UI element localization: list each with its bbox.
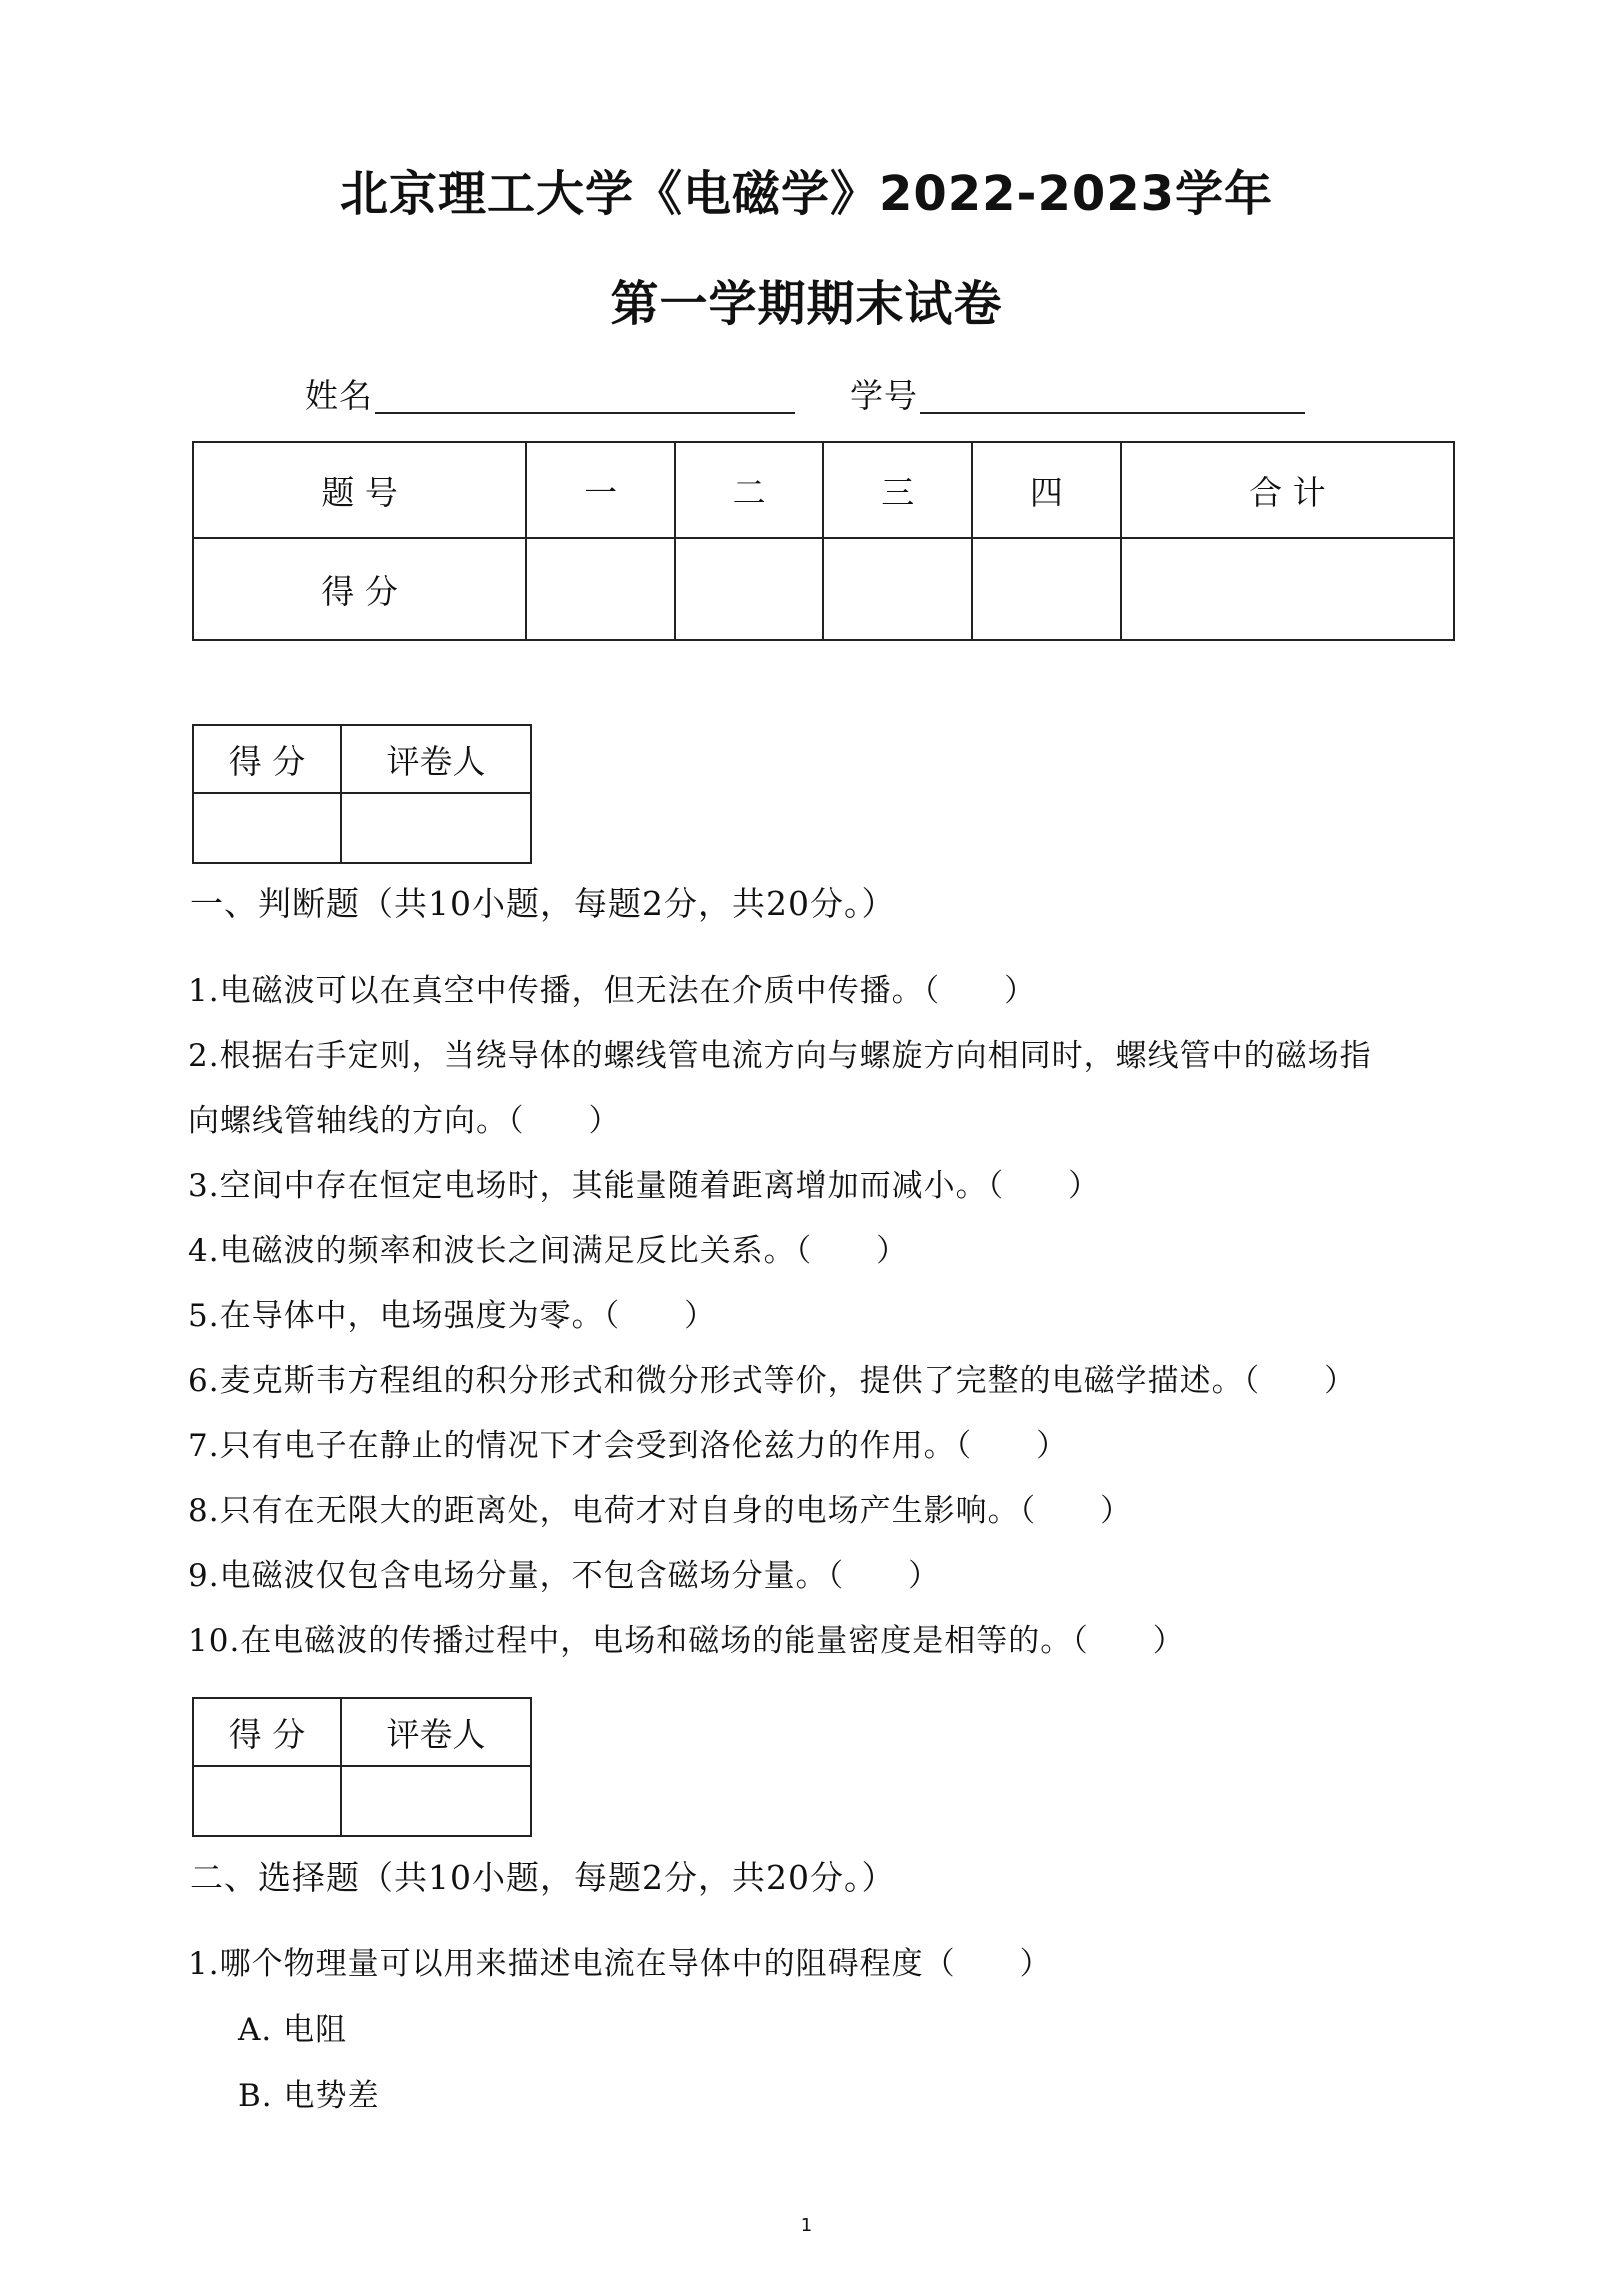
choice-option-a[interactable]: A. 电阻: [238, 2012, 348, 2048]
student-id-field[interactable]: [920, 412, 1305, 414]
score-cell[interactable]: [1121, 538, 1454, 640]
question-item: 5.在导体中，电场强度为零。（ ）: [188, 1298, 717, 1334]
score-table: [192, 441, 1455, 641]
question-item: 8.只有在无限大的距离处，电荷才对自身的电场产生影响。（ ）: [188, 1493, 1133, 1529]
exam-title-line1: 北京理工大学《电磁学》2022-2023学年: [339, 166, 1274, 222]
score-table-header-cell: 题 号: [193, 442, 526, 538]
grader-name-cell[interactable]: [341, 1766, 531, 1836]
score-table-header-cell: 三: [823, 442, 972, 538]
question-item: 1.电磁波可以在真空中传播，但无法在介质中传播。（ ）: [188, 973, 1037, 1009]
exam-title-line2: 第一学期期末试卷: [610, 276, 1003, 332]
name-field[interactable]: [375, 412, 795, 414]
grader-label: 评卷人: [341, 1698, 531, 1766]
score-cell[interactable]: [526, 538, 675, 640]
question-item-continued: 向螺线管轴线的方向。（ ）: [188, 1103, 621, 1139]
question-item: 4.电磁波的频率和波长之间满足反比关系。（ ）: [188, 1233, 909, 1269]
grader-name-cell[interactable]: [341, 793, 531, 863]
question-item: 7.只有电子在静止的情况下才会受到洛伦兹力的作用。（ ）: [188, 1428, 1069, 1464]
grader-box-2: [192, 1697, 532, 1837]
section2-heading: 二、选择题（共10小题，每题2分，共20分。）: [190, 1858, 896, 1897]
grader-score-label: 得 分: [193, 725, 341, 793]
score-table-header-cell: 四: [972, 442, 1121, 538]
question-item: 10.在电磁波的传播过程中，电场和磁场的能量密度是相等的。（ ）: [188, 1623, 1185, 1659]
question-item: 6.麦克斯韦方程组的积分形式和微分形式等价，提供了完整的电磁学描述。（ ）: [188, 1363, 1357, 1399]
score-cell[interactable]: [675, 538, 824, 640]
score-row-label: 得 分: [193, 538, 526, 640]
page-number: 1: [800, 2215, 813, 2236]
name-label: 姓名: [305, 376, 373, 415]
grader-label: 评卷人: [341, 725, 531, 793]
grader-score-label: 得 分: [193, 1698, 341, 1766]
grader-score-cell[interactable]: [193, 1766, 341, 1836]
score-table-header-cell: 一: [526, 442, 675, 538]
score-table-header-cell: 二: [675, 442, 824, 538]
score-table-header-cell: 合 计: [1121, 442, 1454, 538]
grader-box-1: [192, 724, 532, 864]
choice-option-b[interactable]: B. 电势差: [238, 2078, 380, 2114]
grader-score-cell[interactable]: [193, 793, 341, 863]
score-cell[interactable]: [972, 538, 1121, 640]
student-id-label: 学号: [850, 376, 918, 415]
question-item: 9.电磁波仅包含电场分量，不包含磁场分量。（ ）: [188, 1558, 941, 1594]
question-item: 3.空间中存在恒定电场时，其能量随着距离增加而减小。（ ）: [188, 1168, 1101, 1204]
section1-heading: 一、判断题（共10小题，每题2分，共20分。）: [190, 884, 896, 923]
question-item: 2.根据右手定则，当绕导体的螺线管电流方向与螺旋方向相同时，螺线管中的磁场指: [188, 1038, 1372, 1074]
question-item: 1.哪个物理量可以用来描述电流在导体中的阻碍程度（ ）: [188, 1946, 1052, 1982]
score-cell[interactable]: [823, 538, 972, 640]
